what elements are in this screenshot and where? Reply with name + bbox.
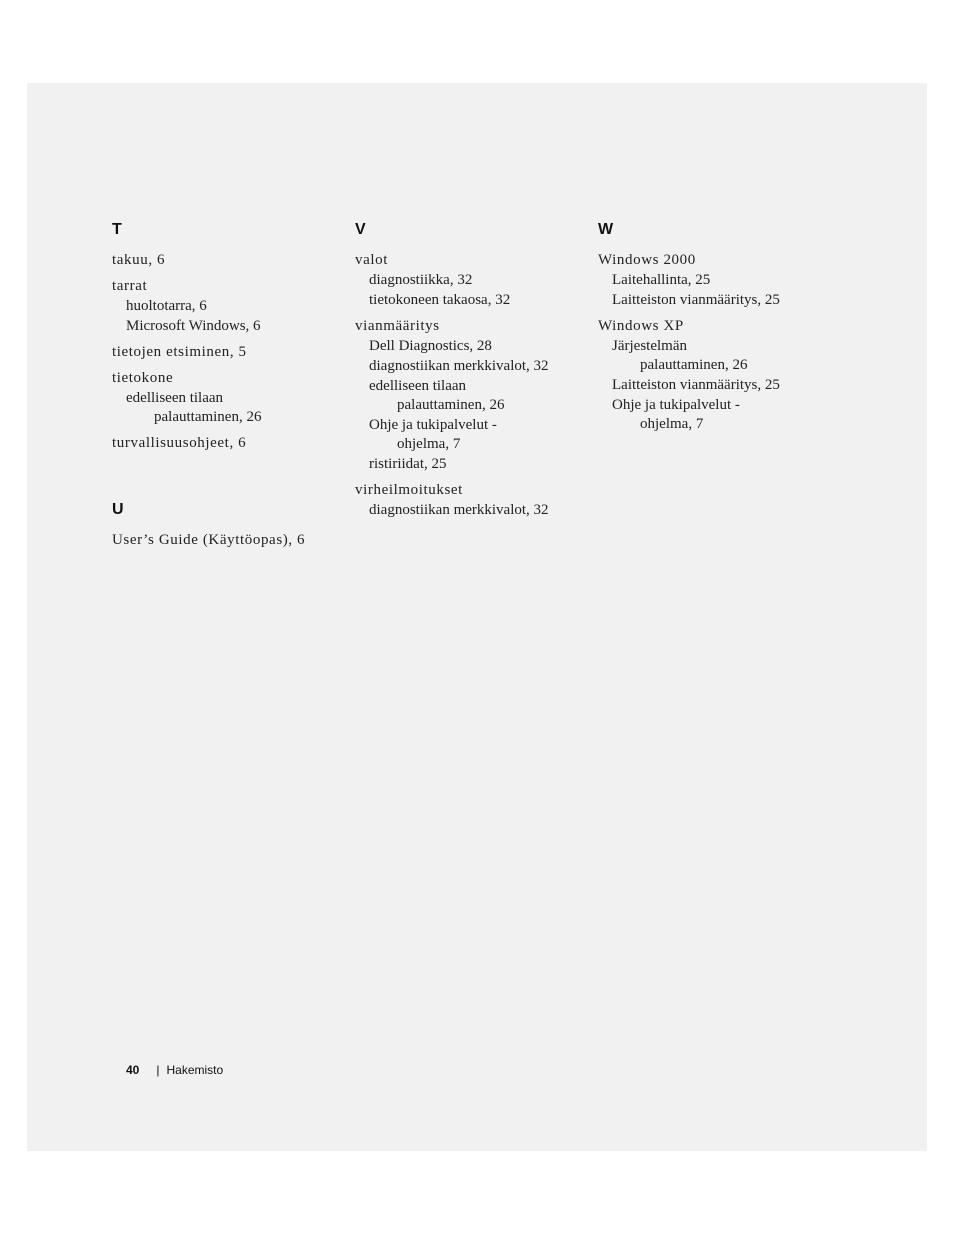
index-column-v — [355, 220, 595, 526]
index-subterm-continuation: palauttaminen, 26 — [154, 409, 262, 425]
section-gap — [112, 459, 347, 500]
index-subterm: diagnostiikan merkkivalot, 32 — [369, 358, 549, 374]
index-subterm — [126, 388, 347, 427]
index-entry — [112, 530, 347, 550]
index-subterm: Laitteiston vianmääritys, 25 — [612, 377, 780, 393]
index-term: vianmääritys — [355, 318, 440, 334]
index-term: valot — [355, 252, 388, 268]
index-letter-v: V — [355, 221, 366, 238]
index-subterm: huoltotarra, 6 — [126, 298, 207, 314]
index-entry — [598, 250, 833, 310]
index-subterm: ristiriidat, 25 — [369, 456, 447, 472]
index-subterm: Microsoft Windows, 6 — [126, 318, 261, 334]
index-subterm — [612, 395, 833, 434]
section-title: Hakemisto — [166, 1063, 224, 1077]
index-entry — [112, 342, 347, 362]
index-letter-w: W — [598, 221, 614, 238]
index-letter-u: U — [112, 501, 124, 518]
index-term: turvallisuusohjeet, 6 — [112, 435, 247, 451]
index-letter-t: T — [112, 221, 122, 238]
index-entry — [112, 433, 347, 453]
index-entry — [112, 250, 347, 270]
index-term: virheilmoitukset — [355, 482, 463, 498]
index-subterm-continuation: palauttaminen, 26 — [640, 357, 748, 373]
index-subterm-text: Järjestelmän — [612, 338, 687, 354]
index-subterm-continuation: ohjelma, 7 — [640, 416, 704, 432]
index-subterm-text: Ohje ja tukipalvelut - — [612, 397, 740, 413]
index-column-w — [598, 220, 833, 440]
index-term: tarrat — [112, 278, 148, 294]
index-term: Windows 2000 — [598, 252, 696, 268]
index-subterm-text: edelliseen tilaan — [126, 390, 224, 406]
index-subterm: diagnostiikan merkkivalot, 32 — [369, 502, 549, 518]
index-entry — [112, 276, 347, 336]
index-term: tietojen etsiminen, 5 — [112, 344, 247, 360]
index-subterm — [612, 336, 833, 375]
index-subterm-text: Ohje ja tukipalvelut - — [369, 417, 497, 433]
index-subterm: Laitteiston vianmääritys, 25 — [612, 292, 780, 308]
index-term: User’s Guide (Käyttöopas), 6 — [112, 532, 306, 548]
index-subterm-continuation: palauttaminen, 26 — [397, 397, 505, 413]
index-subterm: Laitehallinta, 25 — [612, 272, 711, 288]
index-subterm — [369, 376, 595, 415]
page-footer — [126, 1060, 223, 1080]
index-entry — [598, 316, 833, 434]
index-entry — [355, 480, 595, 520]
index-entry — [355, 250, 595, 310]
index-entry — [355, 316, 595, 474]
footer-separator: | — [156, 1063, 160, 1077]
index-subterm: Dell Diagnostics, 28 — [369, 338, 492, 354]
index-entry — [112, 368, 347, 427]
index-subterm: tietokoneen takaosa, 32 — [369, 292, 511, 308]
index-subterm: diagnostiikka, 32 — [369, 272, 473, 288]
index-term: Windows XP — [598, 318, 684, 334]
page-number: 40 — [126, 1063, 140, 1077]
index-subterm-continuation: ohjelma, 7 — [397, 436, 461, 452]
index-term: takuu, 6 — [112, 252, 166, 268]
index-subterm — [369, 415, 595, 454]
index-term: tietokone — [112, 370, 174, 386]
index-column-t — [112, 220, 347, 556]
index-subterm-text: edelliseen tilaan — [369, 378, 467, 394]
